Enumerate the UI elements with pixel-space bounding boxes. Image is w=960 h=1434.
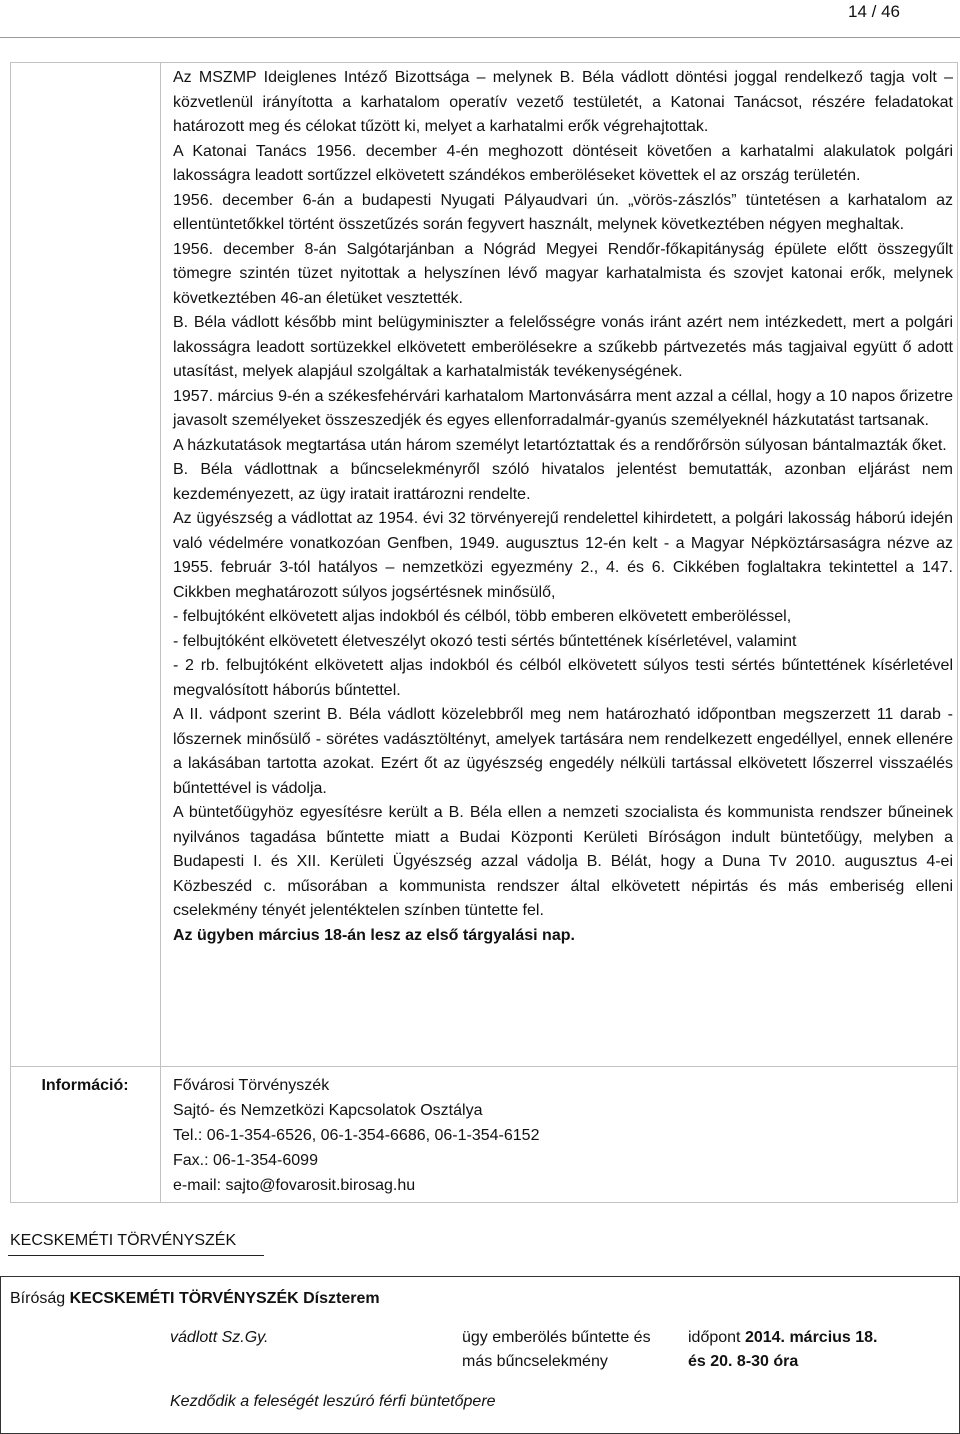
email-address: e-mail: sajto@fovarosit.birosag.hu [173,1177,416,1194]
paragraph: 1956. december 8-án Salgótarjánban a Nógrád Megyei Rendőr-főkapitányság épülete előtt összegyűlt tömegre szintén tüzet nyitottak a helyszínen lévő magyar karhatalmista és szovjet katonai erők, melynek következtében 46-an életüket vesztették. [173,240,953,307]
time-prefix: időpont [688,1329,741,1346]
paragraph: Az ügyészség a vádlottat az 1954. évi 32 törvényerejű rendelettel kihirdetett, a polgári lakosság háború idején való védelmére vonatkozóan Genfben, 1949. augusztus 12-én kelt - a Magyar Népköztársaságra nézve az 1955. február 3-tól hatályos – nemzetközi egyezmény 2., 4. és 6. Cikkében foglaltakra tekintettel a 147. Cikkben meghatározott súlyos jogsértésnek minősülő, [173,510,953,601]
hearing-time [688,1326,928,1374]
department-name: Sajtó- és Nemzetközi Kapcsolatok Osztálya [173,1102,483,1119]
table-row-divider [10,1066,958,1067]
table-column-divider [160,62,161,1203]
phone-numbers: Tel.: 06-1-354-6526, 06-1-354-6686, 06-1-354-6152 [173,1127,540,1144]
venue-line [10,1287,510,1311]
court-name: Fővárosi Törvényszék [173,1077,330,1094]
paragraph: B. Béla vádlott később mint belügyminiszter a felelősségre vonás iránt azért nem intézkedett, mert a polgári lakosságra leadott sortüzekkel elkövetett emberölésekre a szűkebb pártvezetés más tagjaival együtt ő adott utasítást, melyek alapjául szolgáltak a karhatalmisták tevékenységének. [173,314,953,380]
time-value-2: és 20. 8-30 óra [688,1353,799,1370]
time-value: 2014. március 18. [744,1329,878,1346]
page-number: 14 / 46 [848,2,900,21]
paragraph: 1957. március 9-én a székesfehérvári karhatalom Martonvásárra ment azzal a céllal, hogy a 10 napos őrizetre javasolt személyeket összeszedjék és egyes ellenforradalmár-gyanús személyeknél házkutatást tartsanak. [173,387,953,429]
defendant: vádlott Sz.Gy. [170,1329,269,1346]
venue-name: KECSKEMÉTI TÖRVÉNYSZÉK Díszterem [69,1290,380,1307]
paragraph: - 2 rb. felbujtóként elkövetett aljas indokból és célból elkövetett súlyos testi sértés bűntettének kísérletével megvalósított háborús bűntettel. [173,657,953,699]
court-heading: KECSKEMÉTI TÖRVÉNYSZÉK [10,1232,237,1249]
paragraph: A büntetőügyhöz egyesítésre került a B. Béla ellen a nemzeti szocialista és kommunista rendszer bűneinek nyilvános tagadása bűntette miatt a Budai Központi Kerületi Bíróságon indult büntetőügy, melyben a Budapesti I. és XII. Kerületi Ügyészség azzal vádolja B. Bélát, hogy a Duna Tv 2010. augusztus 4-ei Közbeszéd c. műsorában a kommunista rendszer által elkövetett népirtás és más emberiség elleni cselekmény tényét jelentéktelen színben tüntette fel. [173,804,953,919]
paragraph: 1956. december 6-án a budapesti Nyugati Pályaudvari ún. „vörös-zászlós” tüntetésen a karhatalom az ellentüntetőkkel történt összetűzés során fegyvert használt, melynek következtében négyen meghaltak. [173,191,953,233]
case-subject: ügy emberölés bűntette és más bűncselekmény [462,1329,651,1370]
case-row [170,1326,930,1386]
paragraph: A II. vádpont szerint B. Béla vádlott közelebbről meg nem határozható időpontban megszerzett 11 darab - lőszernek minősülő - sörétes vadásztöltényt, amelyek tartására nem rendelkezett engedéllyel, ennek ellenére a lakásában tartotta azokat. Ezért őt az ügyészség engedély nélküli tartással elkövetett lőszerrel visszaélés bűntettével is vádolja. [173,706,953,797]
paragraph: - felbujtóként elkövetett aljas indokból és célból, több emberen elkövetett emberöléssel, [173,608,792,625]
case-description [173,66,953,948]
court-heading-underline [8,1255,264,1256]
contact-info [173,1073,933,1198]
paragraph: B. Béla vádlottnak a bűncselekményről szóló hivatalos jelentést bemutatták, azonban eljárást nem kezdeményezett, az ügy iratait irattározni rendelte. [173,461,953,503]
info-label: Információ: [41,1077,129,1094]
paragraph: A házkutatások megtartása után három személyt letartóztattak és a rendőrőrsön súlyosan bántalmazták őket. [173,436,947,454]
venue-prefix: Bíróság [10,1290,66,1307]
case-title: Kezdődik a feleségét leszúró férfi büntetőpere [170,1393,496,1410]
first-hearing-notice: Az ügyben március 18-án lesz az első tárgyalási nap. [173,926,575,944]
paragraph: Az MSZMP Ideiglenes Intéző Bizottsága – melynek B. Béla vádlott döntési joggal rendelkező tagja volt – közvetlenül irányította a karhatalom operatív vezető testületét, a Katonai Tanácsot, részére feladatokat határozott meg és célokat tűzött ki, melyet a karhatalmi erők végrehajtottak. [173,69,953,135]
paragraph: A Katonai Tanács 1956. december 4-én meghozott döntéseit követően a karhatalmi alakulatok polgári lakosságra leadott sortűzzel elkövetett szándékos emberöléseket követtek el az ország területén. [173,142,953,184]
header-rule [0,37,960,38]
fax-number: Fax.: 06-1-354-6099 [173,1152,318,1169]
paragraph: - felbujtóként elkövetett életveszélyt okozó testi sértés bűntettének kísérletével, valamint [173,632,797,650]
